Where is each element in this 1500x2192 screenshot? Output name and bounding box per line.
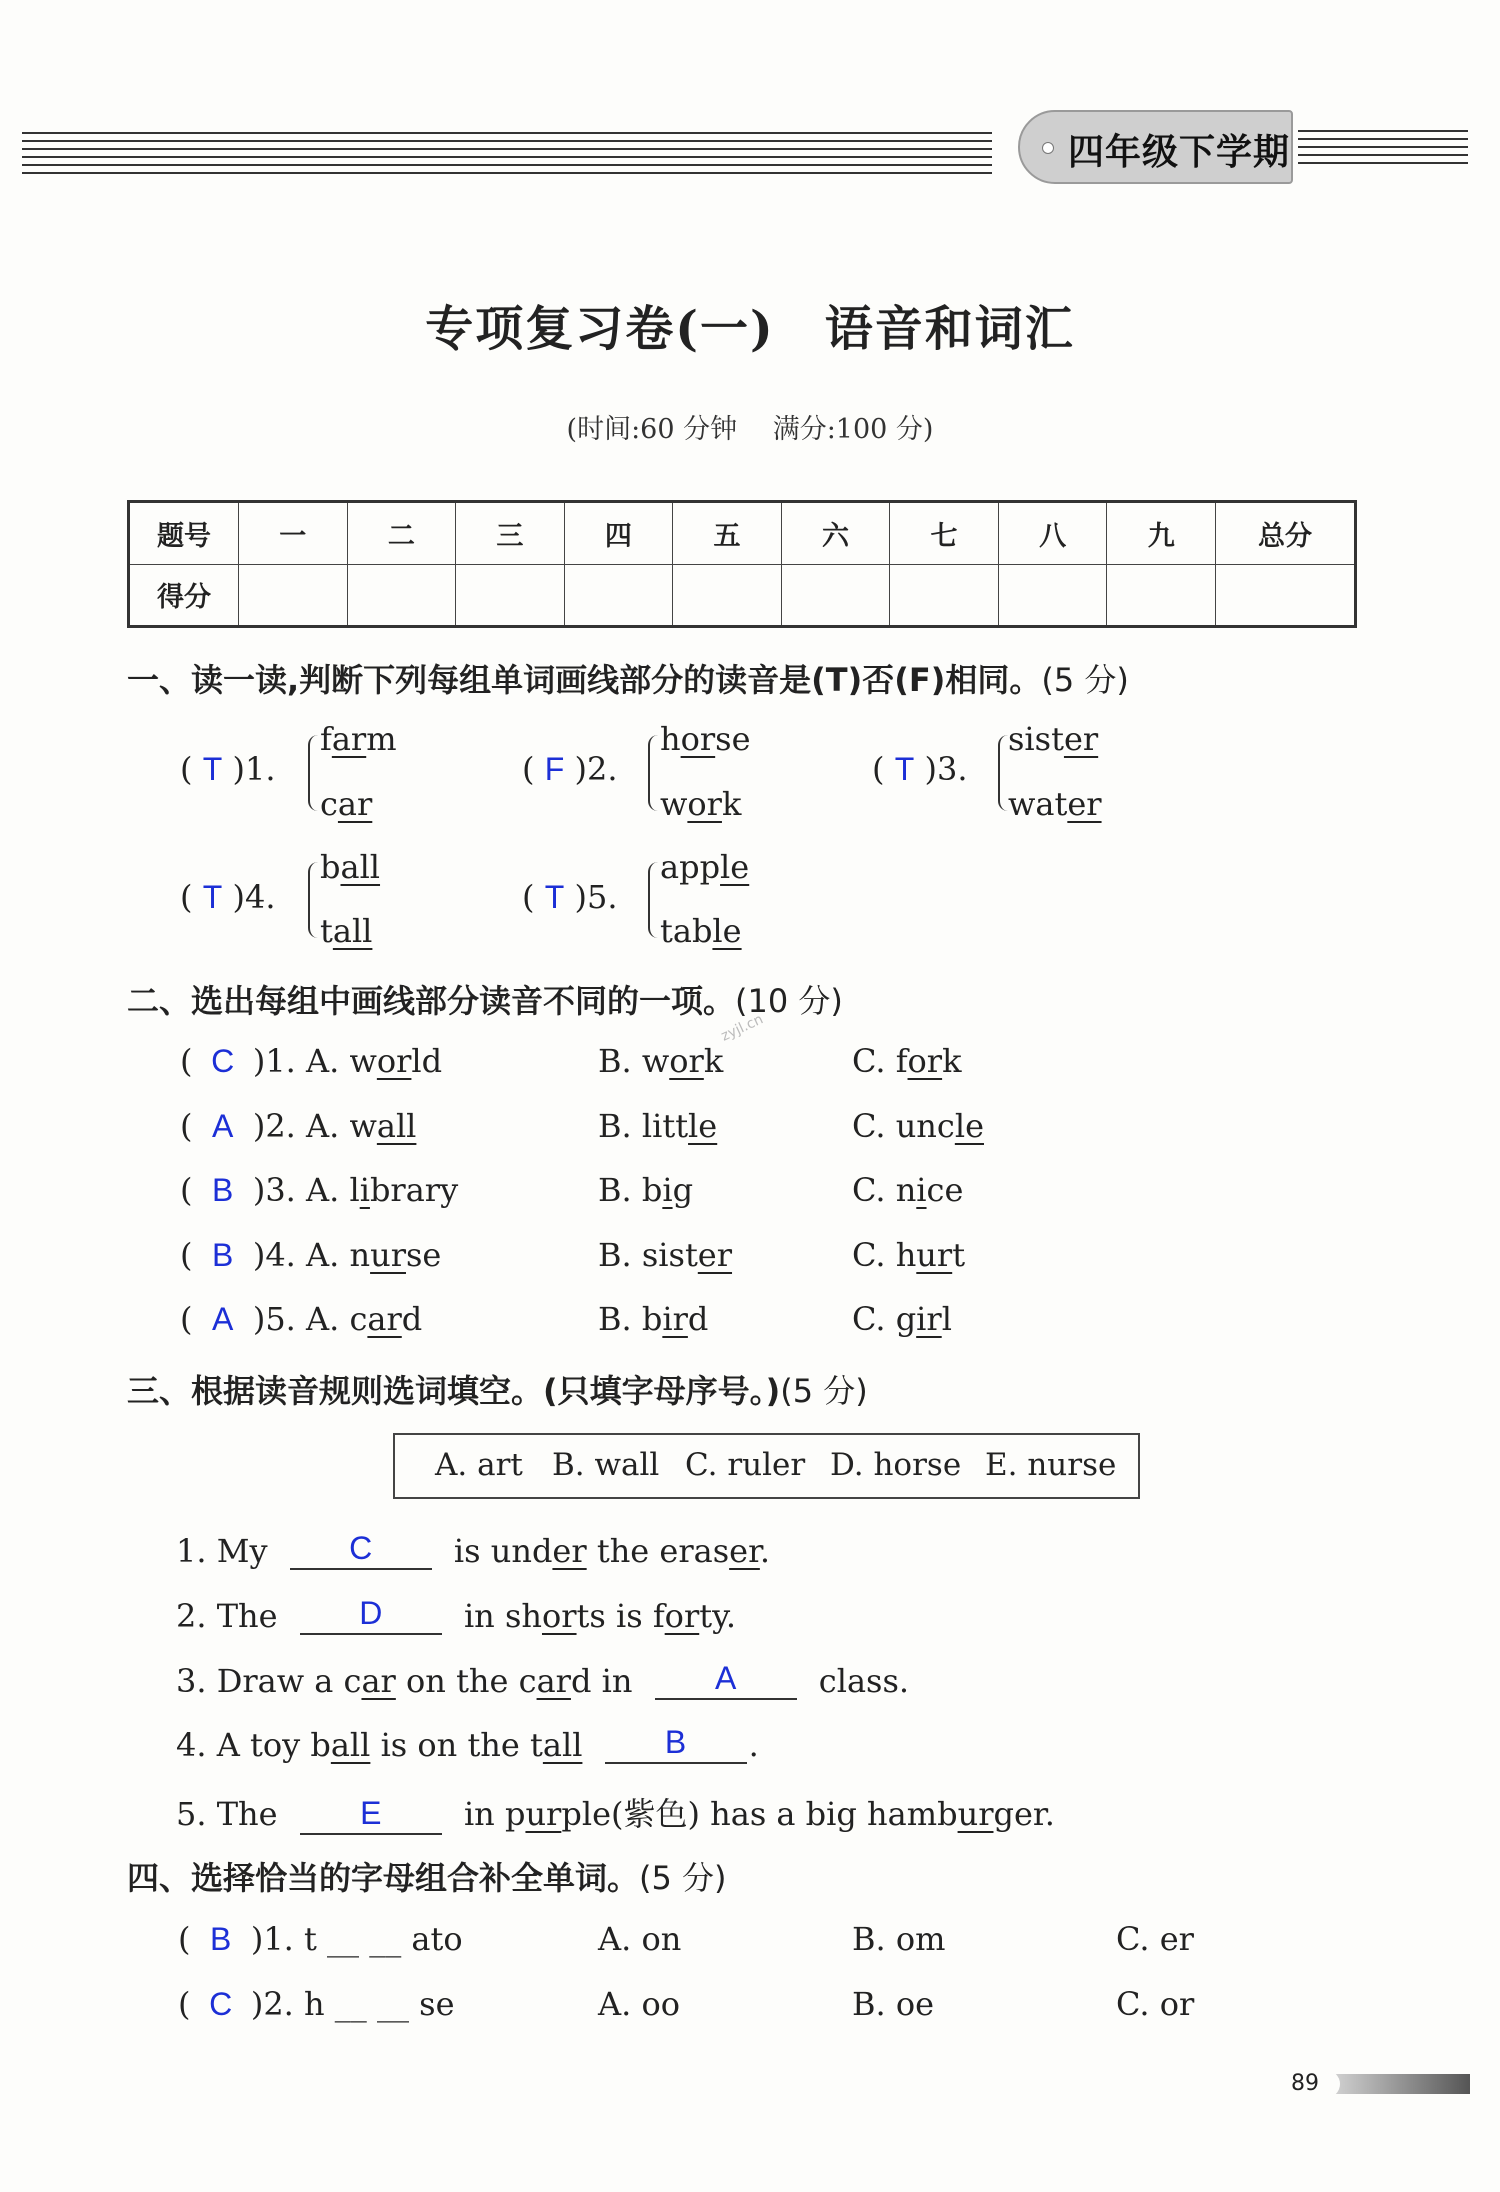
score-table [127,500,1357,628]
s1-item-1: ( T )1. [180,750,276,788]
option-b: B. big [598,1171,694,1209]
answer[interactable]: T [202,751,223,787]
word-top: sister [1008,720,1099,758]
s2-item-3: ( B )3. A. library [180,1171,459,1209]
page-number-tab [1270,2070,1470,2098]
word-option: C. ruler [685,1447,806,1483]
answer[interactable]: A [211,1108,234,1144]
option-c: C. uncle [852,1107,984,1145]
s4-item-1: ( B )1. t __ __ ato [178,1920,463,1958]
s2-item-2: ( A )2. A. wall [180,1107,417,1145]
section4-points: (5 分) [639,1859,727,1897]
score-cell[interactable] [781,564,890,627]
s3-item-2: 2. The D in shorts is forty. [176,1595,737,1635]
item-number: 4. [244,878,276,916]
page-title: 专项复习卷(一) 语音和词汇 [425,301,1075,357]
score-cell[interactable] [1216,564,1356,627]
option-b: B. oe [852,1985,935,2023]
table-cell: 五 [673,502,782,565]
option-a: A. oo [598,1985,680,2023]
s2-item-5: ( A )5. A. card [180,1300,423,1338]
option-c: C. or [1116,1985,1195,2023]
table-cell: 三 [456,502,565,565]
watermark: zyjl.cn [718,1011,766,1045]
page-number: 89 [1270,2070,1340,2098]
s3-item-3: 3. Draw a car on the card in A class. [176,1660,910,1700]
section2-heading [127,976,843,1022]
word-bottom: tall [320,912,373,950]
fill-blank[interactable]: B [605,1724,747,1764]
section2-points: (10 分) [735,982,843,1020]
answer[interactable]: T [894,751,915,787]
table-cell: 八 [998,502,1107,565]
fill-blank[interactable]: D [300,1595,442,1635]
s2-item-1: ( C )1. A. world [180,1042,443,1080]
word-bottom: car [320,785,373,823]
word-top: horse [660,720,751,758]
answer[interactable]: A [211,1301,234,1337]
answer[interactable]: C [211,1043,235,1079]
table-cell: 二 [347,502,456,565]
table-cell: 九 [1107,502,1216,565]
word-option: A. art [435,1447,523,1483]
table-cell: 总分 [1216,502,1356,565]
letter-blank: __ __ [327,1920,402,1958]
section3-heading [127,1366,868,1412]
option-b: B. bird [598,1300,709,1338]
score-cell[interactable] [564,564,673,627]
score-table-score-row [129,564,1356,627]
item-number: 5. [586,878,618,916]
answer[interactable]: F [544,751,565,787]
answer[interactable]: B [209,1921,232,1957]
s2-item-4: ( B )4. A. nurse [180,1236,442,1274]
badge-dot [1042,142,1054,154]
table-cell: 得分 [129,564,239,627]
score-cell[interactable] [239,564,348,627]
section3-points: (5 分) [780,1372,868,1410]
option-c: C. hurt [852,1236,966,1274]
option-b: B. little [598,1107,718,1145]
word-top: farm [320,720,397,758]
score-cell[interactable] [890,564,999,627]
option-a: A. on [598,1920,682,1958]
s3-item-1: 1. My C is under the eraser. [176,1530,771,1570]
fill-blank[interactable]: E [300,1795,442,1835]
table-cell: 题号 [129,502,239,565]
option-b: B. om [852,1920,946,1958]
word-bottom: work [660,785,742,823]
exam-info: (时间:60 分钟 满分:100 分) [566,414,934,445]
section1-points: (5 分) [1041,661,1129,699]
s3-item-5: 5. The E in purple(紫色) has a big hamburger. [176,1795,1055,1833]
option-b: B. work [598,1042,724,1080]
s3-item-4: 4. A toy ball is on the tall B . [176,1724,759,1764]
score-cell[interactable] [347,564,456,627]
answer[interactable]: B [211,1172,234,1208]
s1-item-4: ( T )4. [180,878,276,916]
answer[interactable]: C [209,1986,233,2022]
option-c: C. nice [852,1171,964,1209]
section4-heading [127,1853,727,1899]
section4-title: 四、选择恰当的字母组合补全单词。 [127,1859,640,1897]
word-top: ball [320,848,381,886]
item-number: 2. [586,750,618,788]
word-top: apple [660,848,750,886]
s1-item-2: ( F )2. [522,750,618,788]
word-bank [393,1433,1140,1499]
answer[interactable]: T [202,879,223,915]
grade-badge [1018,110,1293,184]
answer[interactable]: B [211,1237,234,1273]
score-cell[interactable] [998,564,1107,627]
section1-heading [127,655,1129,701]
option-b: B. sister [598,1236,733,1274]
table-cell: 四 [564,502,673,565]
s1-item-5: ( T )5. [522,878,618,916]
score-cell[interactable] [1107,564,1216,627]
fill-blank[interactable]: C [290,1530,432,1570]
s1-item-3: ( T )3. [872,750,968,788]
s4-item-2: ( C )2. h __ __ se [178,1985,455,2023]
word-option: B. wall [552,1447,660,1483]
item-number: 1. [244,750,276,788]
option-c: C. er [1116,1920,1194,1958]
table-cell: 一 [239,502,348,565]
table-cell: 七 [890,502,999,565]
word-bottom: table [660,912,742,950]
table-cell: 六 [781,502,890,565]
option-c: C. fork [852,1042,962,1080]
answer[interactable]: T [544,879,565,915]
score-cell[interactable] [673,564,782,627]
option-c: C. girl [852,1300,952,1338]
letter-blank: __ __ [334,1985,409,2023]
section3-title: 三、根据读音规则选词填空。(只填字母序号。) [127,1372,781,1410]
word-option: D. horse [830,1447,962,1483]
word-bottom: water [1008,785,1102,823]
section1-title: 一、读一读,判断下列每组单词画线部分的读音是(T)否(F)相同。 [127,661,1042,699]
fill-blank[interactable]: A [655,1660,797,1700]
item-number: 3. [936,750,968,788]
score-table-header-row [129,502,1356,565]
badge-text: 四年级下学期 [1068,132,1291,173]
section2-title: 二、选出每组中画线部分读音不同的一项。 [127,982,736,1020]
word-option: E. nurse [985,1447,1117,1483]
score-cell[interactable] [456,564,565,627]
